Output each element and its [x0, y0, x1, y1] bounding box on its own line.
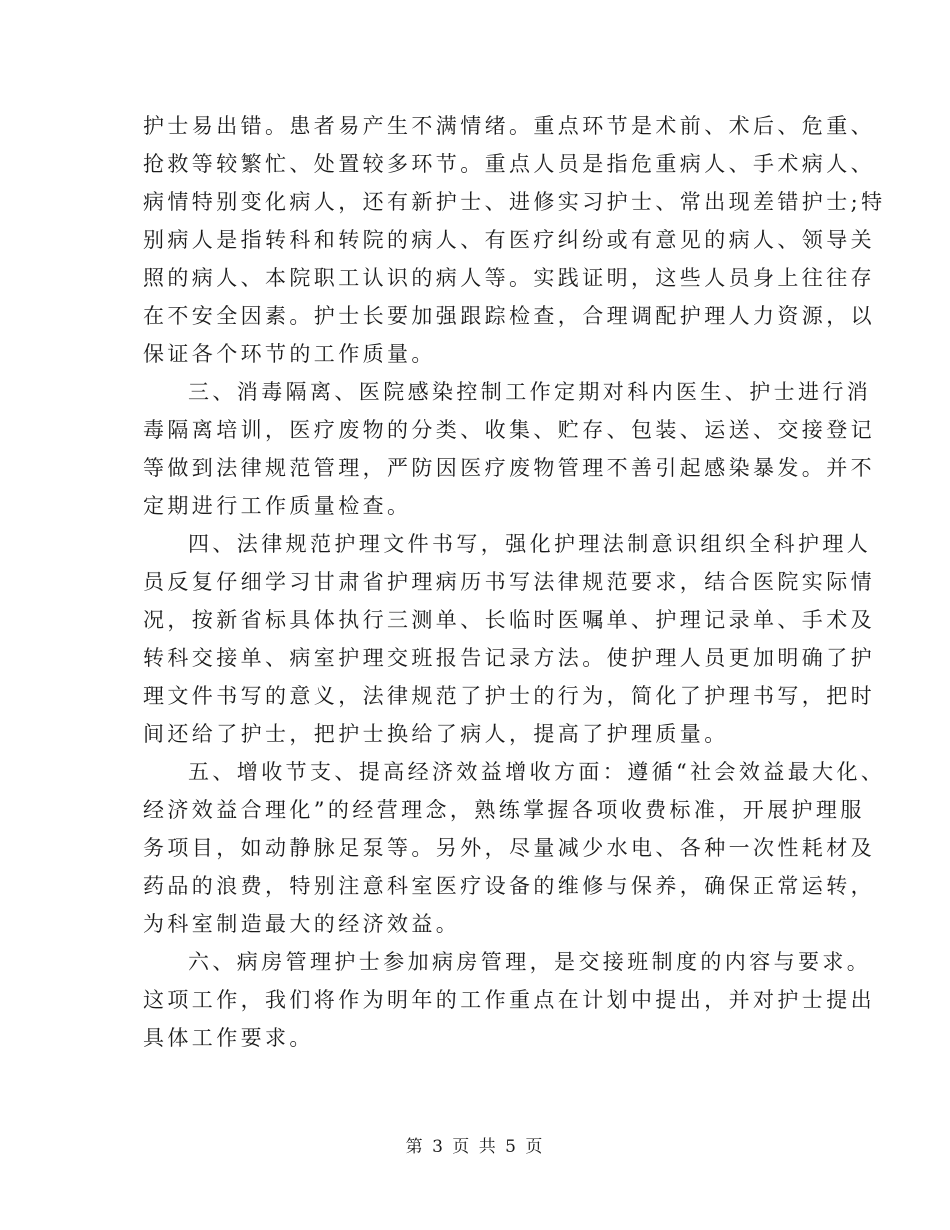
text-line: 照的病人、本院职工认识的病人等。实践证明，这些人员身上往往存	[143, 266, 875, 290]
paragraph-start-line: 六、病房管理护士参加病房管理，是交接班制度的内容与要求。	[188, 950, 872, 974]
text-line: 具体工作要求。	[143, 1026, 314, 1050]
text-line: 这项工作，我们将作为明年的工作重点在计划中提出，并对护士提出	[143, 988, 875, 1012]
text-line: 抢救等较繁忙、处置较多环节。重点人员是指危重病人、手术病人、	[143, 152, 875, 176]
text-line: 经济效益合理化”的经营理念，熟练掌握各项收费标准，开展护理服	[143, 798, 865, 822]
paragraph-start-line: 四、法律规范护理文件书写，强化护理法制意识组织全科护理人	[188, 532, 872, 556]
text-line: 况，按新省标具体执行三测单、长临时医嘱单、护理记录单、手术及	[143, 608, 875, 632]
paragraph-start-line: 三、消毒隔离、医院感染控制工作定期对科内医生、护士进行消	[188, 380, 872, 404]
text-line: 等做到法律规范管理，严防因医疗废物管理不善引起感染暴发。并不	[143, 456, 875, 480]
text-line: 务项目，如动静脉足泵等。另外，尽量减少水电、各种一次性耗材及	[143, 836, 875, 860]
text-line: 转科交接单、病室护理交班报告记录方法。使护理人员更加明确了护	[143, 646, 875, 670]
text-line: 间还给了护士，把护士换给了病人，提高了护理质量。	[143, 722, 729, 746]
text-line: 为科室制造最大的经济效益。	[143, 912, 461, 936]
text-line: 护士易出错。患者易产生不满情绪。重点环节是术前、术后、危重、	[143, 114, 875, 138]
text-line: 病情特别变化病人，还有新护士、进修实习护士、常出现差错护士;特	[143, 190, 886, 214]
text-line: 员反复仔细学习甘肃省护理病历书写法律规范要求，结合医院实际情	[143, 570, 875, 594]
paragraph-start-line: 五、增收节支、提高经济效益增收方面：遵循“社会效益最大化、	[188, 760, 886, 784]
text-line: 药品的浪费，特别注意科室医疗设备的维修与保养，确保正常运转，	[143, 874, 875, 898]
text-line: 在不安全因素。护士长要加强跟踪检查，合理调配护理人力资源，以	[143, 304, 875, 328]
text-line: 毒隔离培训，医疗废物的分类、收集、贮存、包装、运送、交接登记	[143, 418, 875, 442]
text-line: 定期进行工作质量检查。	[143, 494, 412, 518]
page-number-footer: 第 3 页 共 5 页	[405, 1137, 545, 1157]
text-line: 理文件书写的意义，法律规范了护士的行为，简化了护理书写，把时	[143, 684, 875, 708]
text-line: 保证各个环节的工作质量。	[143, 342, 436, 366]
text-line: 别病人是指转科和转院的病人、有医疗纠纷或有意见的病人、领导关	[143, 228, 875, 252]
